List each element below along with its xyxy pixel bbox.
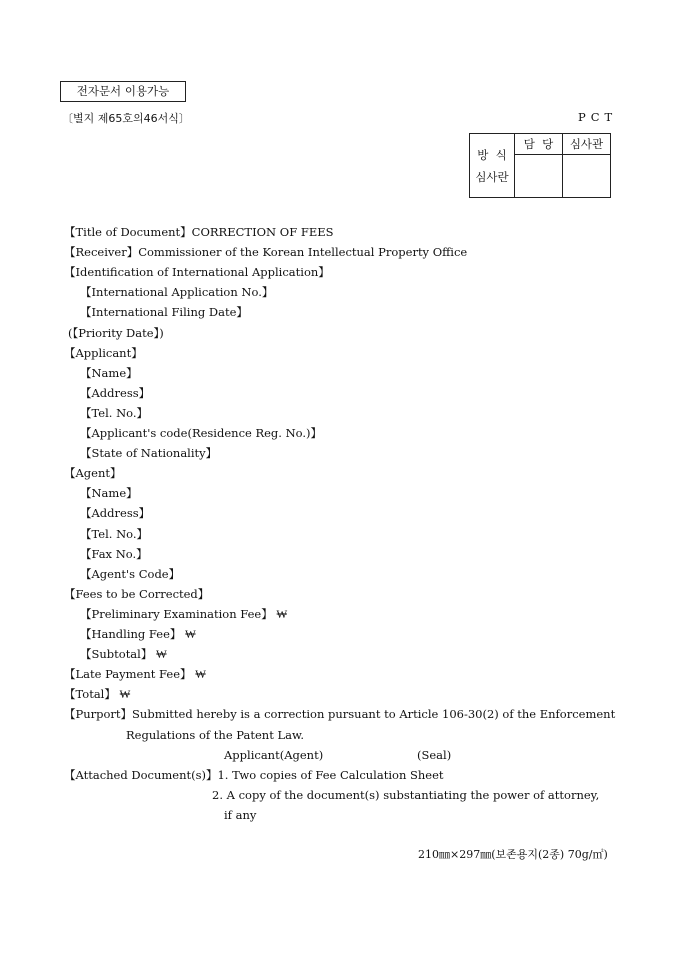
review-col-staff: 담 당 <box>515 134 563 155</box>
document-line: 【Fax No.】 <box>80 546 148 561</box>
document-line: Regulations of the Patent Law. <box>126 727 305 742</box>
document-line: 【International Filing Date】 <box>80 305 248 320</box>
document-line: 【Tel. No.】 <box>80 526 149 541</box>
document-line: 【Handling Fee】 ₩ <box>80 627 196 641</box>
document-line: 【Title of Document】CORRECTION OF FEES <box>64 225 334 239</box>
document-line: 【Identification of International Application】 <box>64 265 330 280</box>
document-line: 【Name】 <box>80 486 138 501</box>
document-line: 2. A copy of the document(s) substantiating the power of attorney, <box>212 787 600 802</box>
review-cell-examiner <box>563 155 611 198</box>
pct-label: PCT <box>578 110 618 124</box>
document-line: 【Agent's Code】 <box>80 566 181 581</box>
document-line: 【Address】 <box>80 385 151 400</box>
document-line: 【International Application No.】 <box>80 285 274 300</box>
document-line: (Seal) <box>417 747 452 762</box>
document-line: 【Receiver】Commissioner of the Korean Intellectual Property Office <box>64 245 468 260</box>
document-line: 【Applicant】 <box>64 345 143 360</box>
document-line: 【Preliminary Examination Fee】 ₩ <box>80 606 288 621</box>
paper-spec-footer: 210㎜×297㎜(보존용지(2종) 70g/㎡) <box>418 848 608 861</box>
document-line: Applicant(Agent) <box>224 747 324 762</box>
document-line: 【Agent】 <box>64 466 122 481</box>
document-line: 【Attached Document(s)】1. Two copies of Fee Calculation Sheet <box>64 767 444 782</box>
form-number: 〔별지 제65호의46서식〕 <box>62 112 190 125</box>
document-line: 【Purport】Submitted hereby is a correction pursuant to Article 106-30(2) of the Enforcement <box>64 707 616 722</box>
document-line: 【Late Payment Fee】 ₩ <box>64 667 207 682</box>
review-row-label-1: 방 식 <box>477 147 507 162</box>
document-line: 【State of Nationality】 <box>80 446 218 461</box>
review-row-label-2: 심사란 <box>475 169 509 184</box>
document-line: (【Priority Date】) <box>68 325 164 340</box>
document-line: 【Address】 <box>80 506 151 521</box>
review-cell-staff <box>515 155 563 198</box>
document-line: 【Name】 <box>80 365 138 380</box>
document-line: 【Tel. No.】 <box>80 405 149 420</box>
document-line: 【Subtotal】 ₩ <box>80 647 167 662</box>
document-line: 【Applicant's code(Residence Reg. No.)】 <box>80 426 323 440</box>
document-line: 【Fees to be Corrected】 <box>64 586 210 601</box>
review-col-examiner: 심사관 <box>563 134 611 155</box>
document-line: if any <box>224 807 257 822</box>
review-box <box>469 133 611 198</box>
document-line: 【Total】 ₩ <box>64 687 131 702</box>
electronic-document-badge: 전자문서 이용가능 <box>60 81 186 102</box>
